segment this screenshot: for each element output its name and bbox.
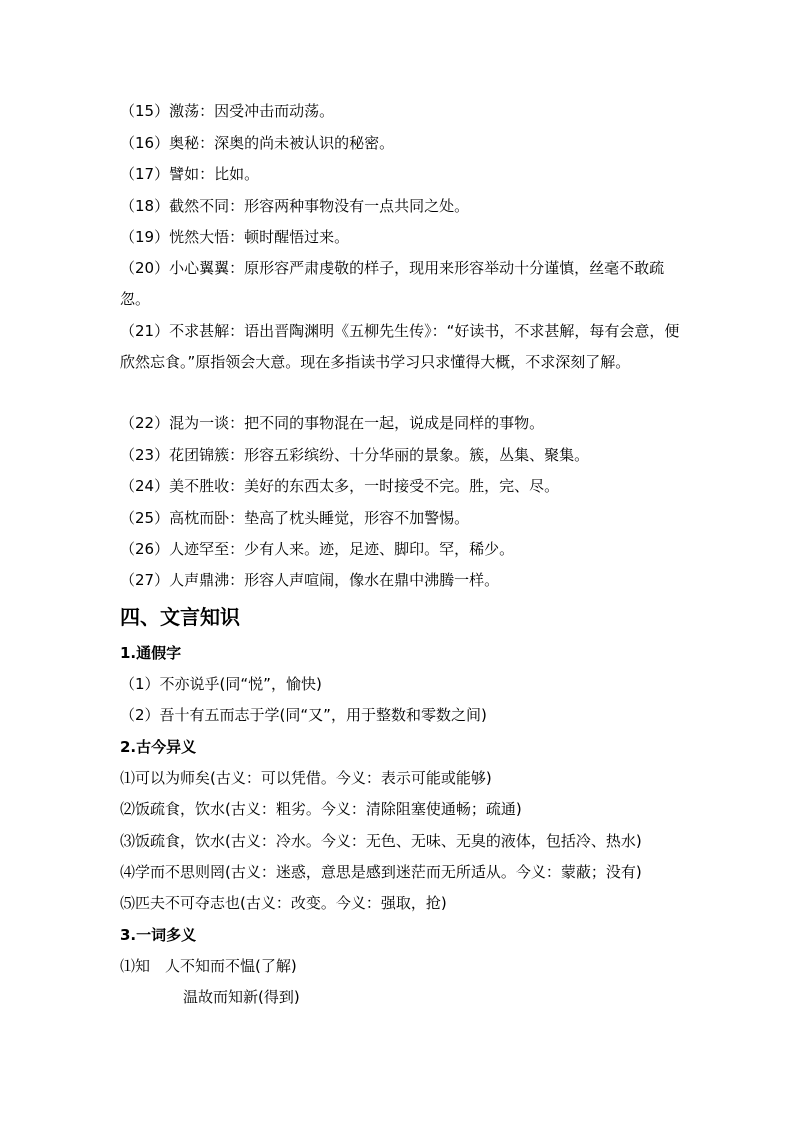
duoyi-item-1: ⑴知 人不知而不愠(了解) [120,957,297,975]
tongjia-item-2: （2）吾十有五而志于学(同“又”，用于整数和零数之间) [120,706,487,724]
vocab-item-25: （25）高枕而卧：垫高了枕头睡觉，形容不加警惕。 [120,509,470,527]
vocab-item-22: （22）混为一谈：把不同的事物混在一起，说成是同样的事物。 [120,414,545,432]
duoyi-item-1-sense-2: 温故而知新(得到) [183,988,300,1006]
vocab-item-16: （16）奥秘：深奥的尚未被认识的秘密。 [120,134,395,152]
vocab-item-19: （19）恍然大悟：顿时醒悟过来。 [120,228,350,246]
vocab-item-26: （26）人迹罕至：少有人来。迹，足迹、脚印。罕，稀少。 [120,540,515,558]
gujin-item-1: ⑴可以为师矣(古义：可以凭借。今义：表示可能或能够) [120,769,492,787]
vocab-item-17: （17）譬如：比如。 [120,165,260,183]
tongjia-item-1: （1）不亦说乎(同“悦”，愉快) [120,675,322,693]
duoyi-heading: 3.一词多义 [120,926,197,944]
gujin-item-5: ⑸匹夫不可夺志也(古义：改变。今义：强取，抢) [120,894,447,912]
vocab-item-24: （24）美不胜收：美好的东西太多，一时接受不完。胜，完、尽。 [120,477,560,495]
section-heading: 四、文言知识 [120,605,240,629]
vocab-item-27: （27）人声鼎沸：形容人声喧闹，像水在鼎中沸腾一样。 [120,571,500,589]
gujin-item-3: ⑶饭疏食，饮水(古义：冷水。今义：无色、无味、无臭的液体，包括冷、热水) [120,832,642,850]
vocab-item-20: （20）小心翼翼：原形容严肃虔敬的样子，现用来形容举动十分谨慎，丝毫不敢疏忽。 [120,259,665,308]
gujin-heading: 2.古今异义 [120,738,197,756]
vocab-item-18: （18）截然不同：形容两种事物没有一点共同之处。 [120,197,470,215]
vocab-item-21: （21）不求甚解：语出晋陶渊明《五柳先生传》：“好读书，不求甚解，每有会意，便欣然忘食。”原指领会大意。现在多指读书学习只求懂得大概，不求深刻了解。 [120,322,680,371]
vocab-item-23: （23）花团锦簇：形容五彩缤纷、十分华丽的景象。簇，丛集、聚集。 [120,446,590,464]
tongjia-heading: 1.通假字 [120,644,182,662]
gujin-item-2: ⑵饭疏食，饮水(古义：粗劣。今义：清除阻塞使通畅；疏通) [120,800,522,818]
gujin-item-4: ⑷学而不思则罔(古义：迷惑，意思是感到迷茫而无所适从。今义：蒙蔽；没有) [120,863,642,881]
vocab-item-15: （15）激荡：因受冲击而动荡。 [120,102,335,120]
